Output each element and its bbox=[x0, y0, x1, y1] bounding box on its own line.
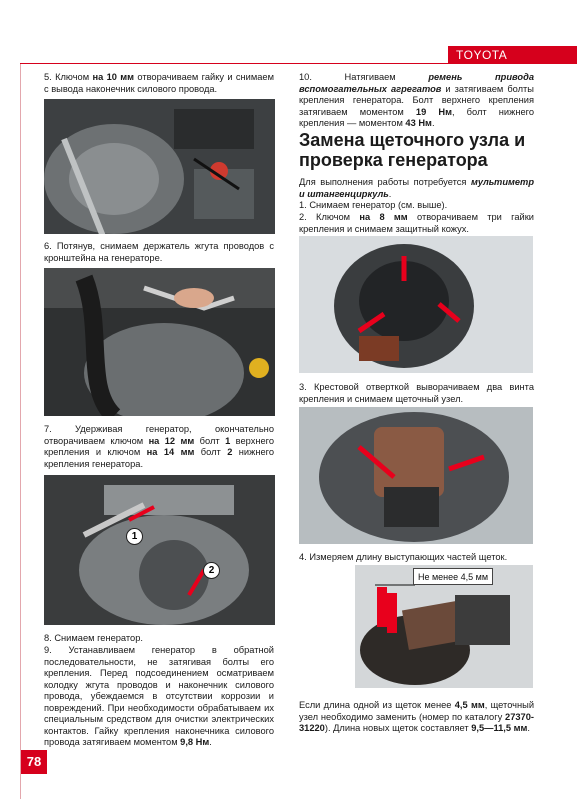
callout-label-2: 2 bbox=[203, 562, 220, 579]
step-1-text: 1. Снимаем генератор (см. выше). bbox=[299, 200, 448, 210]
photo-alternator-bolts bbox=[44, 475, 275, 625]
measurement-callout: Не менее 4,5 мм bbox=[413, 568, 493, 585]
step-6-text: 6. Потянув, снимаем держатель жгута проводов с кронштейна на генераторе. bbox=[44, 241, 274, 263]
replacement-text: Если длина одной из щеток менее 4,5 мм, щеточный узел необходимо заменить (номер по каталогу 27370-31220). Длина новых щеток составляет 9,5—11,5 мм. bbox=[299, 700, 535, 733]
photo-alternator-cover bbox=[299, 236, 533, 373]
step-9-text: 9. Устанавливаем генератор в обратной последовательности, не затягивая болты его крепления. Перед подсоединением осматриваем колодку жгута проводов и наконечник силового провода, убеждаемся в отсутствии коррозии и повреждений. При необходимости обрабатываем их специальным средством для очистки электрических контактов. Гайку крепления наконечника силового провода затягиваем моментом 9,8 Нм. bbox=[44, 645, 274, 747]
step-10-text: 10. Натягиваем ремень привода вспомогательных агрегатов и затягиваем болты крепления генератора. Болт верхнего крепления затягиваем моментом 19 Нм, болт нижнего крепления — моментом 43 Нм. bbox=[299, 72, 534, 128]
step-5-text: 5. Ключом на 10 мм отворачиваем гайку и снимаем с вывода наконечник силового провода. bbox=[44, 72, 274, 94]
tools-intro: Для выполнения работы потребуется мультиметр и штангенциркуль. bbox=[299, 177, 534, 199]
step-3-text: 3. Крестовой отверткой выворачиваем два винта крепления и снимаем щеточный узел. bbox=[299, 382, 534, 404]
margin-rule bbox=[20, 64, 21, 799]
step-8-text: 8. Снимаем генератор. bbox=[44, 633, 143, 643]
section-heading: Замена щеточного узла и проверка генератора bbox=[299, 130, 526, 170]
brand-label: TOYOTA bbox=[456, 48, 508, 62]
header-rule bbox=[20, 63, 577, 64]
step-7-text: 7. Удерживая генератор, окончательно отворачиваем ключом на 12 мм болт 1 верхнего крепления и ключом на 14 мм болт 2 нижнего крепления генератора. bbox=[44, 424, 275, 469]
photo-harness-holder bbox=[44, 268, 275, 416]
page-number: 78 bbox=[21, 750, 47, 774]
brand-tab bbox=[448, 46, 577, 64]
photo-power-wire-terminal bbox=[44, 99, 275, 234]
callout-label-1: 1 bbox=[126, 528, 143, 545]
step-4-text: 4. Измеряем длину выступающих частей щеток. bbox=[299, 552, 508, 562]
photo-brush-holder bbox=[299, 407, 533, 544]
step-2-text: 2. Ключом на 8 мм отворачиваем три гайки крепления и снимаем защитный кожух. bbox=[299, 212, 534, 234]
